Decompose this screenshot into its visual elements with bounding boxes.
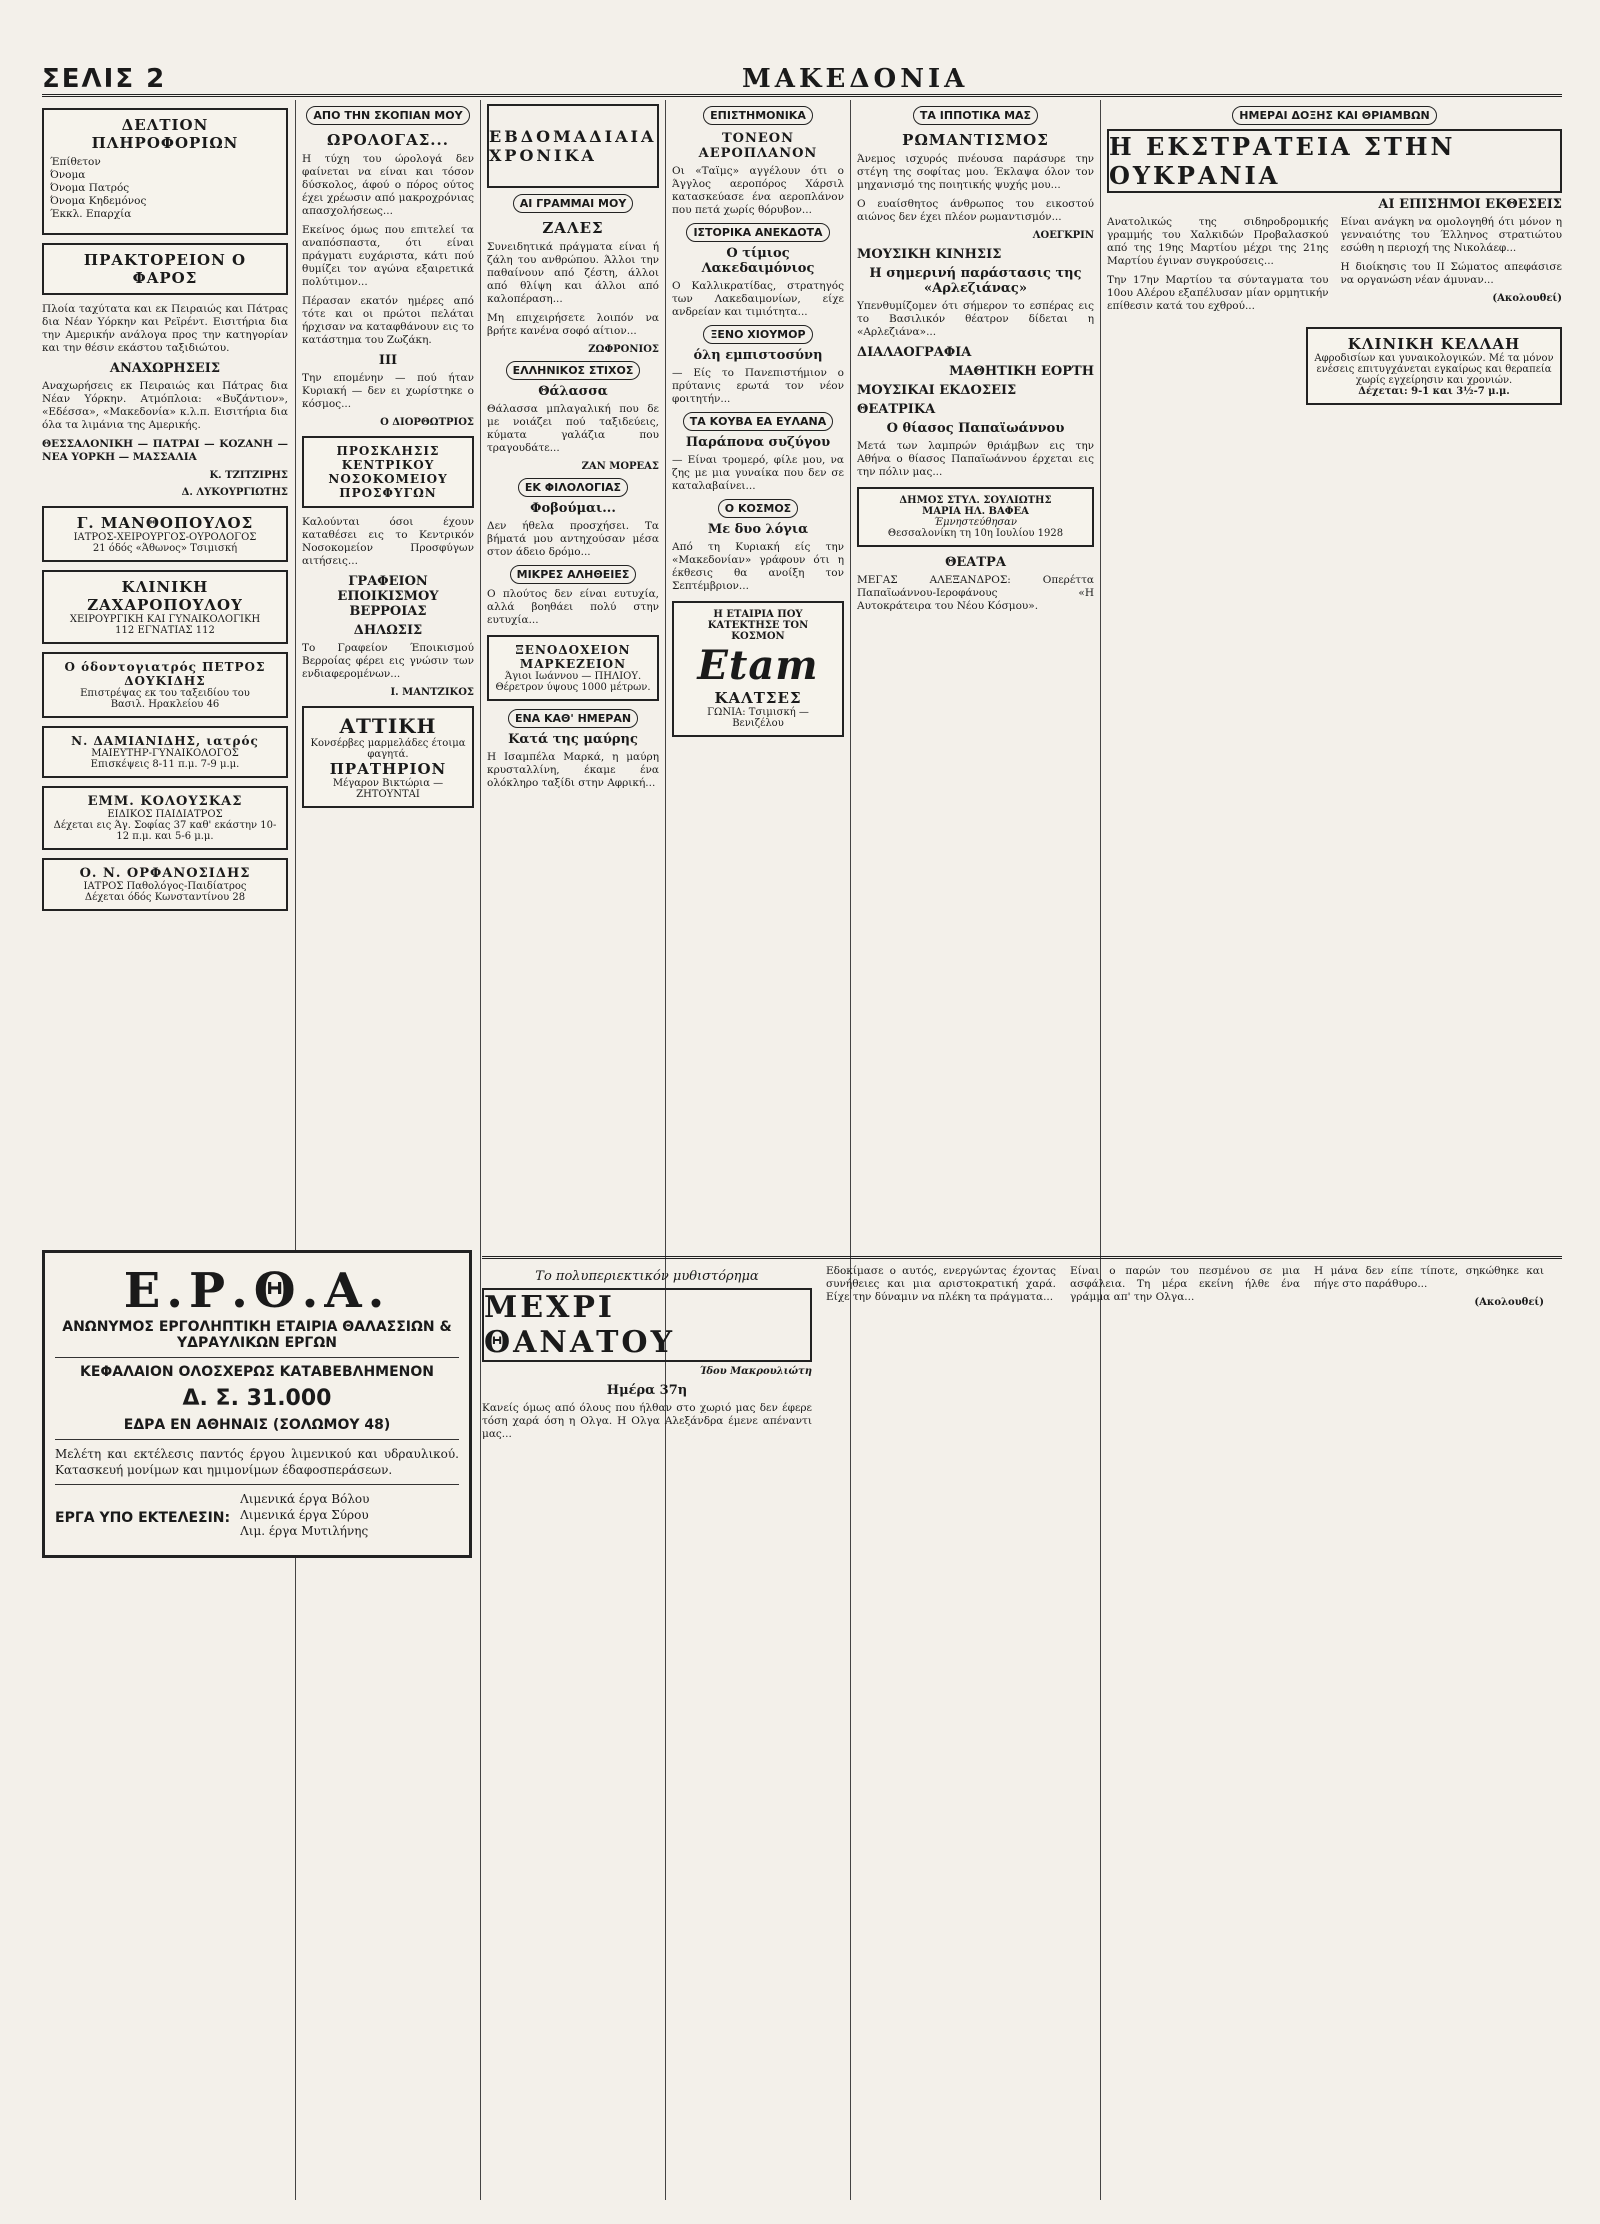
article-title: όλη εμπιστοσύνη xyxy=(693,348,823,363)
article-paragraph: Είναι ανάγκη να ομολογηθή ότι μόνον η γενναιότης του Έλληνος στρατιώτου εσώθη η περιοχή της Νικολάεφ... xyxy=(1340,216,1562,254)
article-paragraph: Ανατολικώς της σιδηροδρομικής γραμμής του Χαλκιδών Προβαλασκού από της 19ης Μαρτίου μέχρι της 21ης Μαρτίου έγιναν συγκρούσεις... xyxy=(1107,216,1329,267)
ad-desc: ΕΙΔΙΚΟΣ ΠΑΙΔΙΑΤΡΟΣ xyxy=(107,809,223,820)
section-kicker: ΜΑΘΗΤΙΚΗ ΕΟΡΤΗ xyxy=(949,364,1094,379)
ad-desc: Άγιοι Ιωάννου — ΠΗΛΙΟΥ. Θέρετρον ύψους 1000 μέτρων. xyxy=(495,671,651,693)
hospital-notice xyxy=(302,436,474,508)
article-signature: ΛΟΕΓΚΡΙΝ xyxy=(1032,230,1094,241)
ad-sub: ΠΡΑΤΗΡΙΟΝ xyxy=(329,760,447,778)
page-header xyxy=(42,64,1562,97)
info-form-box xyxy=(42,108,288,235)
article-paragraph: Από τη Κυριακή είς την «Μακεδονίαν» γράφουν ότι η έκθεσις θα ανοίξη τον Σεπτέμβριον... xyxy=(672,541,844,592)
article-paragraph: Την 17ην Μαρτίου τα σύνταγματα του 10ου Αλέρου εξαπέλυσαν μίαν ορμητικήν επίθεσιν κατά του εχθρού... xyxy=(1107,274,1329,312)
ad-extra: 21 όδός «Άθωνος» Τσιμισκή xyxy=(92,543,238,554)
notice-title: ΓΡΑΦΕΙΟΝ ΕΠΟΙΚΙΣΜΟΥ ΒΕΡΡΟΙΑΣ xyxy=(337,574,439,619)
pediatrician-ad xyxy=(42,786,288,850)
erga-seat: ΕΔΡΑ ΕΝ ΑΘΗΝΑΙΣ (ΣΟΛΩΜΟΥ 48) xyxy=(123,1417,391,1433)
column-rule xyxy=(295,100,296,2200)
info-form-title: ΔΕΛΤΙΟΝ ΠΛΗΡΟΦΟΡΙΩΝ xyxy=(91,116,239,152)
column-1 xyxy=(42,100,288,1240)
notice-line: Έμνηστεύθησαν xyxy=(933,517,1018,528)
notice-text: Το Γραφείον Έποικισμού Βερροίας φέρει εις γνώσιν των ενδιαφερομένων... xyxy=(302,642,474,680)
doctor-ad xyxy=(42,506,288,562)
subheadline: ΑΙ ΕΠΙΣΗΜΟΙ ΕΚΘΕΣΕΙΣ xyxy=(1378,197,1562,212)
feuilleton-paragraph: Είναι ο παρών του πεσμένου σε μια ασφάλεια. Τη μέρα εκείνη ήλθε ένα γράμμα απ' την Ολγα... xyxy=(1070,1265,1300,1303)
erga-text: Μελέτη και εκτέλεσις παντός έργου λιμενικού και υδραυλικού. Κατασκευή μονίμων και ημιμονίμων έδαφοσπεράσεων. xyxy=(55,1447,459,1477)
notice-subtitle: ΔΗΛΩΣΙΣ xyxy=(353,623,423,638)
ad-name: ΕΜΜ. ΚΟΛΟΥΣΚΑΣ xyxy=(87,794,243,809)
doctor-ad xyxy=(42,726,288,778)
section-kicker: ΘΕΑΤΡΑ xyxy=(945,555,1006,570)
article-paragraph: Η διοίκησις του ΙΙ Σώματος απεφάσισε να οργανώση νέαν άμυναν... xyxy=(1340,261,1562,286)
form-field: Έπίθετον xyxy=(50,156,101,168)
feuilleton-day: Ημέρα 37η xyxy=(606,1383,688,1398)
article-title: Ο θίασος Παπαϊωάννου xyxy=(886,421,1065,436)
erga-work-item: Λιμενικά έργα Βόλου xyxy=(240,1492,370,1506)
article-title: ΩΡΟΛΟΓΑΣ... xyxy=(327,131,449,149)
article-paragraph: Μετά των λαμπρών θριάμβων εις την Αθήνα ο θίασος Παπαϊωάννου έρχεται εις την πόλιν μας... xyxy=(857,440,1094,478)
article-signature: ΖΩΦΡΟΝΙΟΣ xyxy=(588,344,659,355)
article-paragraph: ΜΕΓΑΣ ΑΛΕΞΑΝΔΡΟΣ: Οπερέττα Παπαϊωάννου-Ιεροφάνους «Η Αυτοκράτειρα του Νέου Κόσμου». xyxy=(857,574,1094,612)
ad-extra: Επισκέψεις 8-11 π.μ. 7-9 μ.μ. xyxy=(90,759,240,770)
article-paragraph: Πέρασαν εκατόν ημέρες από τότε και οι πρώτοι πελάται ήρχισαν να καταφθάνουν εις το κατάστημα του Ζωζάκη. xyxy=(302,295,474,346)
section-kicker: ΤΑ ΚΟΥΒΑ ΕΑ ΕΥΛΑΝΑ xyxy=(683,412,834,431)
feuilleton-author: Ίδου Μακρουλιώτη xyxy=(699,1366,812,1377)
section-kicker: ΙΣΤΟΡΙΚΑ ΑΝΕΚΔΟΤΑ xyxy=(686,223,829,242)
feuilleton-section xyxy=(482,1250,1562,2180)
section-kicker: ΞΕΝΟ ΧΙΟΥΜΟΡ xyxy=(703,325,812,344)
erga-capital: Δ. Σ. 31.000 xyxy=(182,1386,332,1411)
section-kicker: ΕΝΑ ΚΑΘ' ΗΜΕΡΑΝ xyxy=(508,709,638,728)
section-kicker: ΘΕΑΤΡΙΚΑ xyxy=(857,402,936,417)
erga-subtitle: ΑΝΩΝΥΜΟΣ ΕΡΓΟΛΗΠΤΙΚΗ ΕΤΑΙΡΙΑ ΘΑΛΑΣΣΙΩΝ & ΥΔΡΑΥΛΙΚΩΝ ΕΡΓΩΝ xyxy=(62,1319,452,1351)
poem-title: Θάλασσα xyxy=(538,384,608,399)
ad-name: Γ. ΜΑΝΘΟΠΟΥΛΟΣ xyxy=(76,514,254,532)
ad-desc: ΜΑΙΕΥΤΗΡ-ΓΥΝΑΙΚΟΛΟΓΟΣ xyxy=(91,748,239,759)
hotel-ad xyxy=(487,635,659,701)
ad-desc: ΧΕΙΡΟΥΡΓΙΚΗ ΚΑΙ ΓΥΝΑΙΚΟΛΟΓΙΚΗ xyxy=(69,614,261,625)
section-kicker: ΔΙΑΛΑΟΓΡΑΦΙΑ xyxy=(857,345,972,360)
continued-note: (Ακολουθεί) xyxy=(1474,1297,1544,1308)
section-kicker: ΜΟΥΣΙΚΗ ΚΙΝΗΣΙΣ xyxy=(857,247,1002,262)
form-field: Όνομα xyxy=(50,169,86,181)
section-kicker: ΕΠΙΣΤΗΜΟΝΙΚΑ xyxy=(703,106,813,125)
erga-work-item: Λιμ. έργα Μυτιλήνης xyxy=(240,1524,369,1538)
article-paragraph: Η τύχη του ώρολογά δεν φαίνεται να είναι και τόσον δύσκολος, άφού ο πόρος ούτος έχει χρέωσιν από μακροχρόνιας απασχολήσεως... xyxy=(302,153,474,217)
notice-line: ΔΗΜΟΣ ΣΤΥΛ. ΣΟΥΛΙΩΤΗΣ xyxy=(899,495,1052,506)
column-4 xyxy=(672,100,844,1240)
article-paragraph: Ο Καλλικρατίδας, στρατηγός των Λακεδαιμονίων, είχε ανδρείαν και τιμιότητα... xyxy=(672,280,844,318)
departures-title: ΑΝΑΧΩΡΗΣΕΙΣ xyxy=(109,361,221,376)
ad-extra: Βασιλ. Ηρακλείου 46 xyxy=(110,699,220,710)
section-kicker: ΕΚ ΦΙΛΟΛΟΓΙΑΣ xyxy=(518,478,628,497)
article-paragraph: Εκείνος όμως που επιτελεί τα αναπόσπαστα, ότι είναι πράγματι ευχάριστα, κάτι πού θυμίζει τον αγώνα εξαιρετικά πολύτιμον... xyxy=(302,224,474,288)
article-title: ΤΟΝΕΟΝ ΑΕΡΟΠΛΑΝΟΝ xyxy=(698,131,818,161)
notice-title: ΠΡΟΣΚΛΗΣΙΣ ΚΕΝΤΡΙΚΟΥ ΝΟΣΟΚΟΜΕΙΟΥ ΠΡΟΣΦΥΓΩΝ xyxy=(328,444,448,500)
doctor-ad xyxy=(42,858,288,911)
feuilleton-paragraph: Η μάνα δεν είπε τίποτε, σηκώθηκε και πήγε στο παράθυρο... xyxy=(1314,1265,1544,1290)
erga-title: Ε.Ρ.Θ.Α. xyxy=(123,1263,391,1319)
ad-desc: Αφροδισίων και γυναικολογικών. Μέ τα μόνον ενέσεις επιτυγχάνεται εγκαίρως και θεραπεία χωρίς εγχείρησιν και χρονιών. xyxy=(1314,353,1554,386)
ad-name: Ο όδοντογιατρός ΠΕΤΡΟΣ ΔΟΥΚΙΔΗΣ xyxy=(64,660,266,688)
article-paragraph: Υπενθυμίζομεν ότι σήμερον το εσπέρας εις το Βασιλικόν θέατρον δίδεται η «Αρλεζιάνα»... xyxy=(857,300,1094,338)
headline: Η ΕΚΣΤΡΑΤΕΙΑ ΣΤΗΝ ΟΥΚΡΑΝΙΑ xyxy=(1109,132,1456,190)
notice-line: ΜΑΡΙΑ ΗΛ. ΒΑΦΕΑ xyxy=(922,506,1029,517)
article-paragraph: Μη επιχειρήσετε λοιπόν να βρήτε κανένα σοφό αίτιον... xyxy=(487,312,659,337)
engagement-notice xyxy=(857,487,1094,547)
cities-list: ΘΕΣΣΑΛΟΝΙΚΗ — ΠΑΤΡΑΙ — ΚΟΖΑΝΗ — ΝΕΑ ΥΟΡΚΗ — ΜΑΣΣΑΛΙΑ xyxy=(42,438,288,463)
article-paragraph: Η Ισαμπέλα Μαρκά, η μαύρη κρυσταλλίνη, έκαμε ένα ολόκληρο ταξίδι στην Αφρική... xyxy=(487,751,659,789)
article-paragraph: Δεν ήθελα προσχήσει. Τα βήματά μου αντηχούσαν μέσα στον άδειο δρόμο... xyxy=(487,520,659,558)
article-title: ΡΩΜΑΝΤΙΣΜΟΣ xyxy=(902,131,1049,149)
article-title: Ο τίμιος Λακεδαιμόνιος xyxy=(701,246,815,276)
notice-line: Θεσσαλονίκη τη 10η Ιουλίου 1928 xyxy=(887,528,1064,539)
chronicle-logo: ΕΒΔΟΜΑΔΙΑΙΑ ΧΡΟΝΙΚΑ xyxy=(487,104,659,188)
article-paragraph: — Είναι τρομερό, φίλε μου, να ζης με μια γυναίκα που δεν σε καταλαβαίνει... xyxy=(672,454,844,492)
column-5 xyxy=(857,100,1094,1240)
ad-extra: Δέχεται εις Άγ. Σοφίας 37 καθ' εκάστην 10-12 π.μ. και 5-6 μ.μ. xyxy=(53,820,277,842)
section-kicker: ΤΑ ΙΠΠΟΤΙΚΑ ΜΑΣ xyxy=(913,106,1038,125)
ad-desc: ΙΑΤΡΟΣ Παθολόγος-Παιδίατρος xyxy=(83,881,247,892)
masthead: ΜΑΚΕΔΟΝΙΑ xyxy=(742,64,969,94)
article-title: Φοβούμαι... xyxy=(530,501,616,516)
ad-address: ΓΩΝΙΑ: Τσιμισκή — Βενιζέλου xyxy=(707,707,809,729)
ad-name: ΚΛΙΝΙΚΗ ΖΑΧΑΡΟΠΟΥΛΟΥ xyxy=(87,578,243,614)
section-kicker: ΑΠΟ ΤΗΝ ΣΚΟΠΙΑΝ ΜΟΥ xyxy=(306,106,469,125)
article-paragraph: Άνεμος ισχυρός πνέουσα παράσυρε την στέγη της σοφίτας μου. Έκλαψα όλον τον μηχανισμό της ποιητικής ψυχής μου... xyxy=(857,153,1094,191)
ad-name: Ν. ΔΑΜΙΑΝΙΔΗΣ, ιατρός xyxy=(71,734,259,748)
column-6 xyxy=(1107,100,1562,1240)
column-3 xyxy=(487,100,659,1240)
agent-signature: Δ. ΛΥΚΟΥΡΓΙΩΤΗΣ xyxy=(181,487,288,498)
article-paragraph: Ο ευαίσθητος άνθρωπος του εικοστού αιώνος δεν έχει πλέον ρωμαντισμόν... xyxy=(857,198,1094,223)
departures-text: Αναχωρήσεις εκ Πειραιώς και Πάτρας δια Νέαν Υόρκην. Ατμόπλοια: «Βυζάντιον», «Εδέσσα», «Μακεδονία» κ.λ.π. Εισιτήρια δια όλα τα λιμάνια της Αμερικής. xyxy=(42,380,288,431)
section-numeral: ΙΙΙ xyxy=(378,353,398,368)
feuilleton-title: ΜΕΧΡΙ ΘΑΝΑΤΟΥ xyxy=(484,1290,675,1360)
section-kicker: ΗΜΕΡΑΙ ΔΟΞΗΣ ΚΑΙ ΘΡΙΑΜΒΩΝ xyxy=(1232,106,1436,125)
section-kicker: ΜΟΥΣΙΚΑΙ ΕΚΔΟΣΕΙΣ xyxy=(857,383,1017,398)
ad-name: Ο. Ν. ΟΡΦΑΝΟΣΙΔΗΣ xyxy=(79,866,251,881)
section-kicker: ΜΙΚΡΕΣ ΑΛΗΘΕΙΕΣ xyxy=(510,565,637,584)
attiki-ad xyxy=(302,706,474,808)
section-kicker: ΕΛΛΗΝΙΚΟΣ ΣΤΙΧΟΣ xyxy=(506,361,641,380)
ad-desc: Κονσέρβες μαρμελάδες έτοιμα φαγητά. xyxy=(310,738,466,760)
article-title: Με δυο λόγια xyxy=(707,522,809,537)
ad-extra: Μέγαρον Βικτώρια — ΖΗΤΟΥΝΤΑΙ xyxy=(332,778,444,800)
form-field: Όνομα Πατρός xyxy=(50,182,130,194)
feuilleton-title-box xyxy=(482,1288,812,1362)
ad-headline: Η ΕΤΑΙΡΙΑ ΠΟΥ ΚΑΤΕΚΤΗΣΕ ΤΟΝ ΚΟΣΜΟΝ xyxy=(707,609,809,642)
erga-works-label: ΕΡΓΑ ΥΠΟ ΕΚΤΕΛΕΣΙΝ: xyxy=(55,1510,231,1526)
page-label: ΣΕΛΙΣ 2 xyxy=(42,64,167,94)
section-kicker: Ο ΚΟΣΜΟΣ xyxy=(718,499,798,518)
ad-name: ΞΕΝΟΔΟΧΕΙΟΝ ΜΑΡΚΕΖΕΙΟΝ xyxy=(515,643,631,671)
article-paragraph: Οι «Ταϊμς» αγγέλουν ότι ο Άγγλος αεροπόρος Χάρσιλ κατασκεύασε ένα αεροπλάνον που πετά χωρίς θόρυβον... xyxy=(672,165,844,216)
notice-signature: Ι. ΜΑΝΤΖΙΚΟΣ xyxy=(390,687,474,698)
feuilleton-kicker: Το πολυπεριεκτικόν μυθιστόρημα xyxy=(535,1269,759,1284)
ad-desc: Επιστρέψας εκ του ταξειδίου του xyxy=(80,688,250,699)
ad-extra: Δέχεται: 9-1 και 3½-7 μ.μ. xyxy=(1358,386,1510,397)
article-title: Η σημερινή παράστασις της «Αρλεζιάνας» xyxy=(869,266,1082,296)
clinic-ad xyxy=(1306,327,1562,405)
erga-capital-label: ΚΕΦΑΛΑΙΟΝ ΟΛΟΣΧΕΡΩΣ ΚΑΤΑΒΕΒΛΗΜΕΝΟΝ xyxy=(79,1364,435,1380)
notice-text: Καλούνται όσοι έχουν καταθέσει εις το Κεντρικόν Νοσοκομείον Προσφύγων αιτήσεις... xyxy=(302,516,474,567)
poem-signature: ΖΑΝ ΜΟΡΕΑΣ xyxy=(581,461,659,472)
article-paragraph: — Είς το Πανεπιστήμιον ο πρύτανις ερωτά τον νέον φοιτητήν... xyxy=(672,367,844,405)
article-title: Παράπονα συζύγου xyxy=(685,435,831,450)
manager-signature: Κ. ΤΖΙΤΖΙΡΗΣ xyxy=(209,470,288,481)
continued-note: (Ακολουθεί) xyxy=(1492,293,1562,304)
headline-box xyxy=(1107,129,1562,193)
article-paragraph: Την επομένην — πού ήταν Κυριακή — δεν ει χωρίστηκε ο κόσμος... xyxy=(302,372,474,410)
brand-logo: Etam xyxy=(697,642,819,689)
section-kicker: ΑΙ ΓΡΑΜΜΑΙ ΜΟΥ xyxy=(513,194,634,213)
poem-text: Θάλασσα μπλαγαλική που δε με νοιάζει πού ταξιδεύεις, κύματα γαλάζια που τραγουδάτε... xyxy=(487,403,659,454)
form-field: Όνομα Κηδεμόνος xyxy=(50,195,147,207)
ad-extra: 112 ΕΓΝΑΤΙΑΣ 112 xyxy=(115,625,215,636)
feuilleton-paragraph: Εδοκίμασε ο αυτός, ενεργώντας έχοντας συνήθειες και μια αριστοκρατική χαρά. Είχε την δύναμιν να πλέκη τα πράγματα... xyxy=(826,1265,1056,1303)
ad-desc: ΙΑΤΡΟΣ-ΧΕΙΡΟΥΡΓΟΣ-ΟΥΡΟΛΟΓΟΣ xyxy=(73,532,257,543)
erga-work-item: Λιμενικά έργα Σύρου xyxy=(240,1508,369,1522)
article-paragraph: Συνειδητικά πράγματα είναι ή ζάλη του ανθρώπου. Άλλοι την παθαίνουν από ζέστη, άλλοι από θλίψη και άλλοι από καλοπέραση... xyxy=(487,241,659,305)
agency-title: ΠΡΑΚΤΟΡΕΙΟΝ Ο ΦΑΡΟΣ xyxy=(83,251,247,287)
form-field: Έκκλ. Επαρχία xyxy=(50,208,132,220)
article-signature: Ο ΔΙΟΡΘΩΤΡΙΟΣ xyxy=(380,417,474,428)
ad-sub: ΚΑΛΤΣΕΣ xyxy=(714,689,802,707)
column-2 xyxy=(302,100,474,1240)
etam-ad xyxy=(672,601,844,737)
column-rule xyxy=(480,100,481,2200)
article-paragraph: Ο πλούτος δεν είναι ευτυχία, αλλά βοηθάει πολύ στην ευτυχία... xyxy=(487,588,659,626)
agency-text: Πλοία ταχύτατα και εκ Πειραιώς και Πάτρας δια Νέαν Υόρκην και Ρεϊρέντ. Εισιτήρια δια την Αμερικήν ανάλογα προς την κατηγορίαν και την θέσιν εκάστου ταξιδιώτου. xyxy=(42,303,288,354)
clinic-ad xyxy=(42,570,288,644)
feuilleton-paragraph: Κανείς όμως από όλους που ήλθαν στο χωριό μας δεν έφερε τόση χαρά όση η Ολγα. Η Ολγα Αλεξάνδρα έμενε απέναντι μας... xyxy=(482,1402,812,1440)
article-title: ΖΑΛΕΣ xyxy=(542,219,604,237)
ad-extra: Δέχεται όδός Κωνσταντίνου 28 xyxy=(84,892,246,903)
erga-ad xyxy=(42,1250,472,1558)
ad-name: ΚΛΙΝΙΚΗ ΚΕΛΛΑΗ xyxy=(1347,335,1521,353)
agency-ad xyxy=(42,243,288,295)
article-title: Κατά της μαύρης xyxy=(508,732,638,747)
dentist-ad xyxy=(42,652,288,718)
ad-name: ΑΤΤΙΚΗ xyxy=(339,714,437,738)
